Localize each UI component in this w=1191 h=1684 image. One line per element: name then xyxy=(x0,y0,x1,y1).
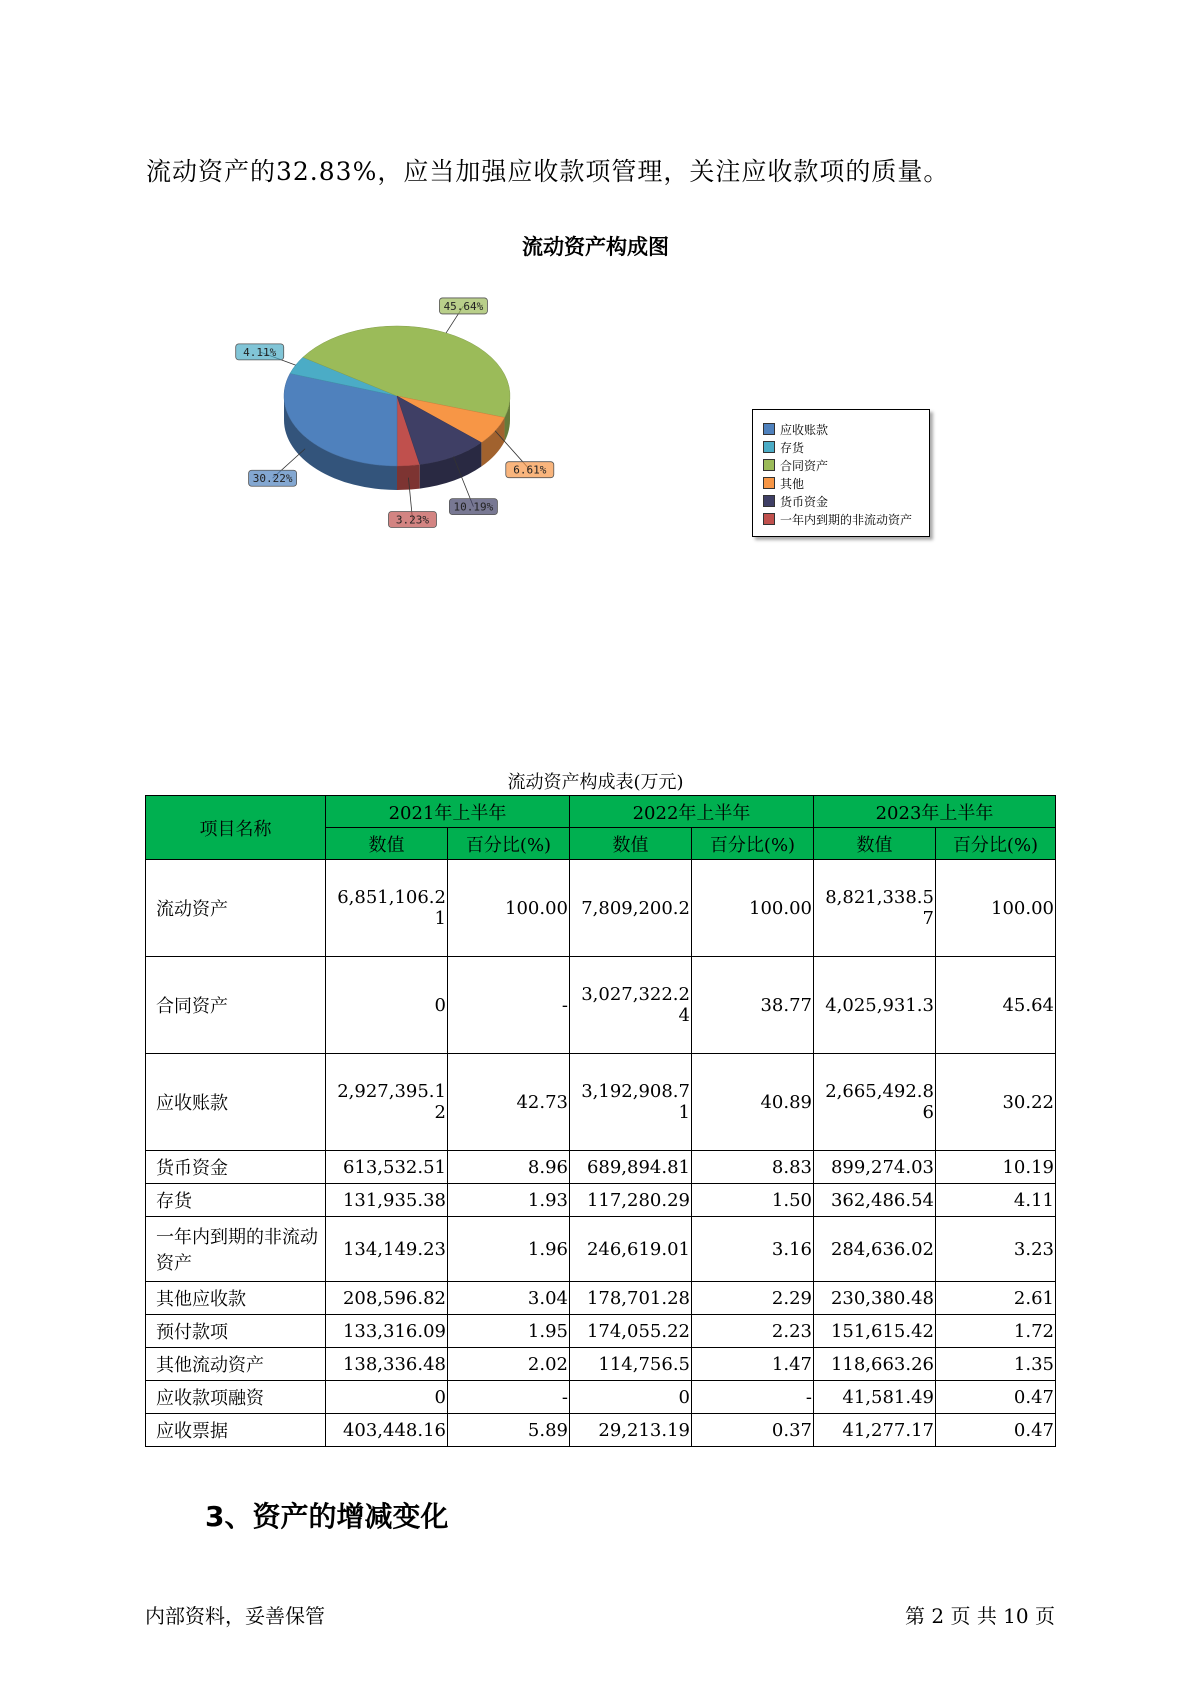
data-label: 3.23% xyxy=(395,513,430,527)
percent-cell: 38.77 xyxy=(692,957,814,1054)
table-caption: 流动资产构成表(万元) xyxy=(507,772,684,793)
header-percent: 百分比(%) xyxy=(448,828,570,860)
header-year: 2021年上半年 xyxy=(326,796,570,828)
data-label: 6.61% xyxy=(513,463,547,477)
value-cell: 0 xyxy=(570,1381,692,1414)
row-label: 应收账款 xyxy=(146,1054,326,1151)
legend-swatch xyxy=(763,495,775,507)
legend-item xyxy=(763,438,929,456)
legend-swatch xyxy=(763,441,775,453)
pie-side xyxy=(397,465,420,490)
percent-cell: 3.23 xyxy=(936,1217,1056,1282)
percent-cell: 10.19 xyxy=(936,1151,1056,1184)
value-cell: 230,380.48 xyxy=(814,1282,936,1315)
table-row xyxy=(146,957,1056,1054)
value-cell: 246,619.01 xyxy=(570,1217,692,1282)
legend-label: 存货 xyxy=(780,440,805,455)
value-cell: 4,025,931.3 xyxy=(814,957,936,1054)
percent-cell: 2.23 xyxy=(692,1315,814,1348)
value-cell: 41,581.49 xyxy=(814,1381,936,1414)
header-item-name: 项目名称 xyxy=(146,796,326,860)
value-cell: 134,149.23 xyxy=(326,1217,448,1282)
percent-cell: 8.96 xyxy=(448,1151,570,1184)
percent-cell: 4.11 xyxy=(936,1184,1056,1217)
legend-label: 货币资金 xyxy=(780,494,829,509)
pie-chart xyxy=(243,298,620,528)
percent-cell: 100.00 xyxy=(936,860,1056,957)
chart-title: 流动资产构成图 xyxy=(522,235,669,259)
percent-cell: 30.22 xyxy=(936,1054,1056,1151)
value-cell: 0 xyxy=(326,1381,448,1414)
legend-item xyxy=(763,474,929,492)
value-cell: 174,055.22 xyxy=(570,1315,692,1348)
table-row xyxy=(146,860,1056,957)
table-row xyxy=(146,1315,1056,1348)
chart-legend xyxy=(752,409,930,537)
value-cell: 114,756.5 xyxy=(570,1348,692,1381)
current-assets-table xyxy=(145,795,1056,1447)
data-label: 4.11% xyxy=(243,345,277,359)
value-cell: 133,316.09 xyxy=(326,1315,448,1348)
row-label: 其他应收款 xyxy=(146,1282,326,1315)
row-label: 货币资金 xyxy=(146,1151,326,1184)
intro-paragraph: 流动资产的32.83%，应当加强应收款项管理，关注应收款项的质量。 xyxy=(146,157,950,186)
percent-cell: 1.96 xyxy=(448,1217,570,1282)
legend-item xyxy=(763,510,929,528)
table-row xyxy=(146,1217,1056,1282)
value-cell: 138,336.48 xyxy=(326,1348,448,1381)
value-cell: 2,665,492.86 xyxy=(814,1054,936,1151)
legend-item xyxy=(763,420,929,438)
table-row xyxy=(146,1414,1056,1447)
percent-cell: 8.83 xyxy=(692,1151,814,1184)
header-year: 2023年上半年 xyxy=(814,796,1056,828)
percent-cell: 0.37 xyxy=(692,1414,814,1447)
row-label: 合同资产 xyxy=(146,957,326,1054)
header-percent: 百分比(%) xyxy=(692,828,814,860)
percent-cell: 100.00 xyxy=(448,860,570,957)
row-label: 一年内到期的非流动资产 xyxy=(146,1217,326,1282)
value-cell: 3,192,908.71 xyxy=(570,1054,692,1151)
percent-cell: 2.29 xyxy=(692,1282,814,1315)
percent-cell: 42.73 xyxy=(448,1054,570,1151)
value-cell: 29,213.19 xyxy=(570,1414,692,1447)
data-label: 30.22% xyxy=(252,472,293,486)
percent-cell: - xyxy=(448,957,570,1054)
value-cell: 41,277.17 xyxy=(814,1414,936,1447)
value-cell: 0 xyxy=(326,957,448,1054)
header-value: 数值 xyxy=(570,828,692,860)
legend-label: 其他 xyxy=(780,476,805,491)
header-value: 数值 xyxy=(326,828,448,860)
percent-cell: 1.95 xyxy=(448,1315,570,1348)
value-cell: 689,894.81 xyxy=(570,1151,692,1184)
value-cell: 208,596.82 xyxy=(326,1282,448,1315)
legend-swatch xyxy=(763,513,775,525)
value-cell: 403,448.16 xyxy=(326,1414,448,1447)
row-label: 存货 xyxy=(146,1184,326,1217)
value-cell: 151,615.42 xyxy=(814,1315,936,1348)
table-row xyxy=(146,1054,1056,1151)
value-cell: 362,486.54 xyxy=(814,1184,936,1217)
row-label: 应收款项融资 xyxy=(146,1381,326,1414)
legend-swatch xyxy=(763,423,775,435)
percent-cell: - xyxy=(448,1381,570,1414)
percent-cell: 3.16 xyxy=(692,1217,814,1282)
percent-cell: 5.89 xyxy=(448,1414,570,1447)
value-cell: 613,532.51 xyxy=(326,1151,448,1184)
legend-swatch xyxy=(763,477,775,489)
percent-cell: 0.47 xyxy=(936,1414,1056,1447)
row-label: 其他流动资产 xyxy=(146,1348,326,1381)
value-cell: 6,851,106.21 xyxy=(326,860,448,957)
percent-cell: 1.35 xyxy=(936,1348,1056,1381)
value-cell: 117,280.29 xyxy=(570,1184,692,1217)
legend-label: 一年内到期的非流动资产 xyxy=(780,512,913,527)
header-value: 数值 xyxy=(814,828,936,860)
percent-cell: 1.50 xyxy=(692,1184,814,1217)
header-year: 2022年上半年 xyxy=(570,796,814,828)
value-cell: 899,274.03 xyxy=(814,1151,936,1184)
section-heading: 3、资产的增减变化 xyxy=(205,1500,449,1533)
legend-label: 应收账款 xyxy=(780,422,829,437)
value-cell: 178,701.28 xyxy=(570,1282,692,1315)
percent-cell: - xyxy=(692,1381,814,1414)
legend-label: 合同资产 xyxy=(780,458,829,473)
table-row xyxy=(146,1348,1056,1381)
value-cell: 7,809,200.2 xyxy=(570,860,692,957)
table-row xyxy=(146,1381,1056,1414)
percent-cell: 100.00 xyxy=(692,860,814,957)
value-cell: 8,821,338.57 xyxy=(814,860,936,957)
legend-swatch xyxy=(763,459,775,471)
row-label: 流动资产 xyxy=(146,860,326,957)
footer-note: 内部资料，妥善保管 xyxy=(145,1604,325,1628)
table-row xyxy=(146,1151,1056,1184)
percent-cell: 3.04 xyxy=(448,1282,570,1315)
percent-cell: 2.02 xyxy=(448,1348,570,1381)
percent-cell: 1.93 xyxy=(448,1184,570,1217)
value-cell: 3,027,322.24 xyxy=(570,957,692,1054)
page-number: 第 2 页 共 10 页 xyxy=(905,1604,1055,1628)
value-cell: 131,935.38 xyxy=(326,1184,448,1217)
percent-cell: 2.61 xyxy=(936,1282,1056,1315)
table-row xyxy=(146,1282,1056,1315)
row-label: 预付款项 xyxy=(146,1315,326,1348)
data-label: 10.19% xyxy=(453,500,494,514)
value-cell: 284,636.02 xyxy=(814,1217,936,1282)
value-cell: 118,663.26 xyxy=(814,1348,936,1381)
percent-cell: 45.64 xyxy=(936,957,1056,1054)
row-label: 应收票据 xyxy=(146,1414,326,1447)
percent-cell: 0.47 xyxy=(936,1381,1056,1414)
percent-cell: 1.47 xyxy=(692,1348,814,1381)
value-cell: 2,927,395.12 xyxy=(326,1054,448,1151)
header-percent: 百分比(%) xyxy=(936,828,1056,860)
legend-item xyxy=(763,456,929,474)
table-row xyxy=(146,1184,1056,1217)
percent-cell: 40.89 xyxy=(692,1054,814,1151)
legend-item xyxy=(763,492,929,510)
data-label: 45.64% xyxy=(443,299,484,313)
percent-cell: 1.72 xyxy=(936,1315,1056,1348)
